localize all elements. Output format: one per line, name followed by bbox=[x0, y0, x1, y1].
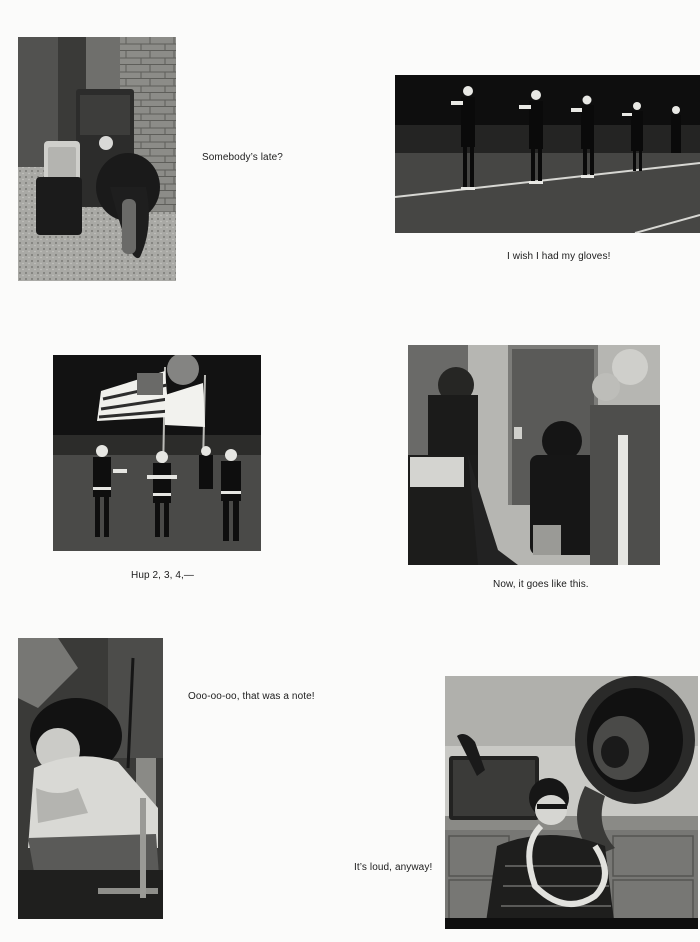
photo-piano-group bbox=[408, 345, 660, 565]
caption-seated: Ooo-oo-oo, that was a note! bbox=[188, 691, 315, 702]
photo-instrument-cases bbox=[18, 37, 176, 281]
caption-field: I wish I had my gloves! bbox=[507, 251, 611, 262]
photo-parade-flags bbox=[53, 355, 261, 551]
caption-sousaphone: It’s loud, anyway! bbox=[354, 862, 433, 873]
photo-sousaphone bbox=[445, 676, 698, 929]
photo-field-band bbox=[395, 75, 700, 233]
caption-piano: Now, it goes like this. bbox=[493, 579, 589, 590]
caption-parade: Hup 2, 3, 4,— bbox=[131, 570, 194, 581]
photo-seated-girl bbox=[18, 638, 163, 919]
caption-cases: Somebody’s late? bbox=[202, 152, 283, 163]
